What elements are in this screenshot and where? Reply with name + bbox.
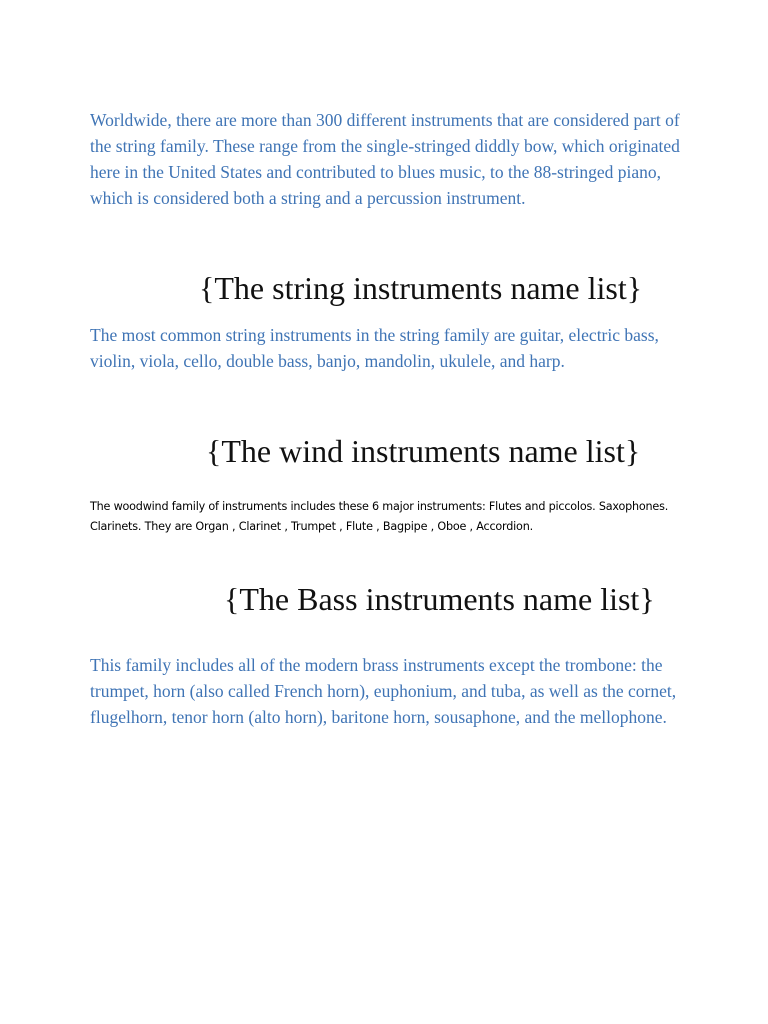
intro-paragraph: Worldwide, there are more than 300 different instruments that are considered part of the string family. These range from the single-stringed diddly bow, which originated here in the United States and contributed to blues music, to the 88-stringed piano, which is considered both a string and a percussion instrument. [90,110,680,208]
wind-instruments-heading: {The wind instruments name list} [206,433,641,469]
string-instruments-heading: {The string instruments name list} [199,270,643,306]
string-instruments-paragraph: The most common string instruments in the string family are guitar, electric bass, violin, viola, cello, double bass, banjo, mandolin, ukulele, and harp. [90,325,659,371]
bass-instruments-paragraph: This family includes all of the modern brass instruments except the trombone: the trumpet, horn (also called French horn), euphonium, and tuba, as well as the cornet, flugelhorn, tenor horn (alto horn), baritone horn, sousaphone, and the mellophone. [90,655,677,727]
wind-instruments-paragraph: The woodwind family of instruments includes these 6 major instruments: Flutes and piccolos. Saxophones. Clarinets. They are Organ , Clarinet , Trumpet , Flute , Bagpipe , Oboe , Accordion. [90,500,669,533]
bass-instruments-heading: {The Bass instruments name list} [224,581,655,617]
